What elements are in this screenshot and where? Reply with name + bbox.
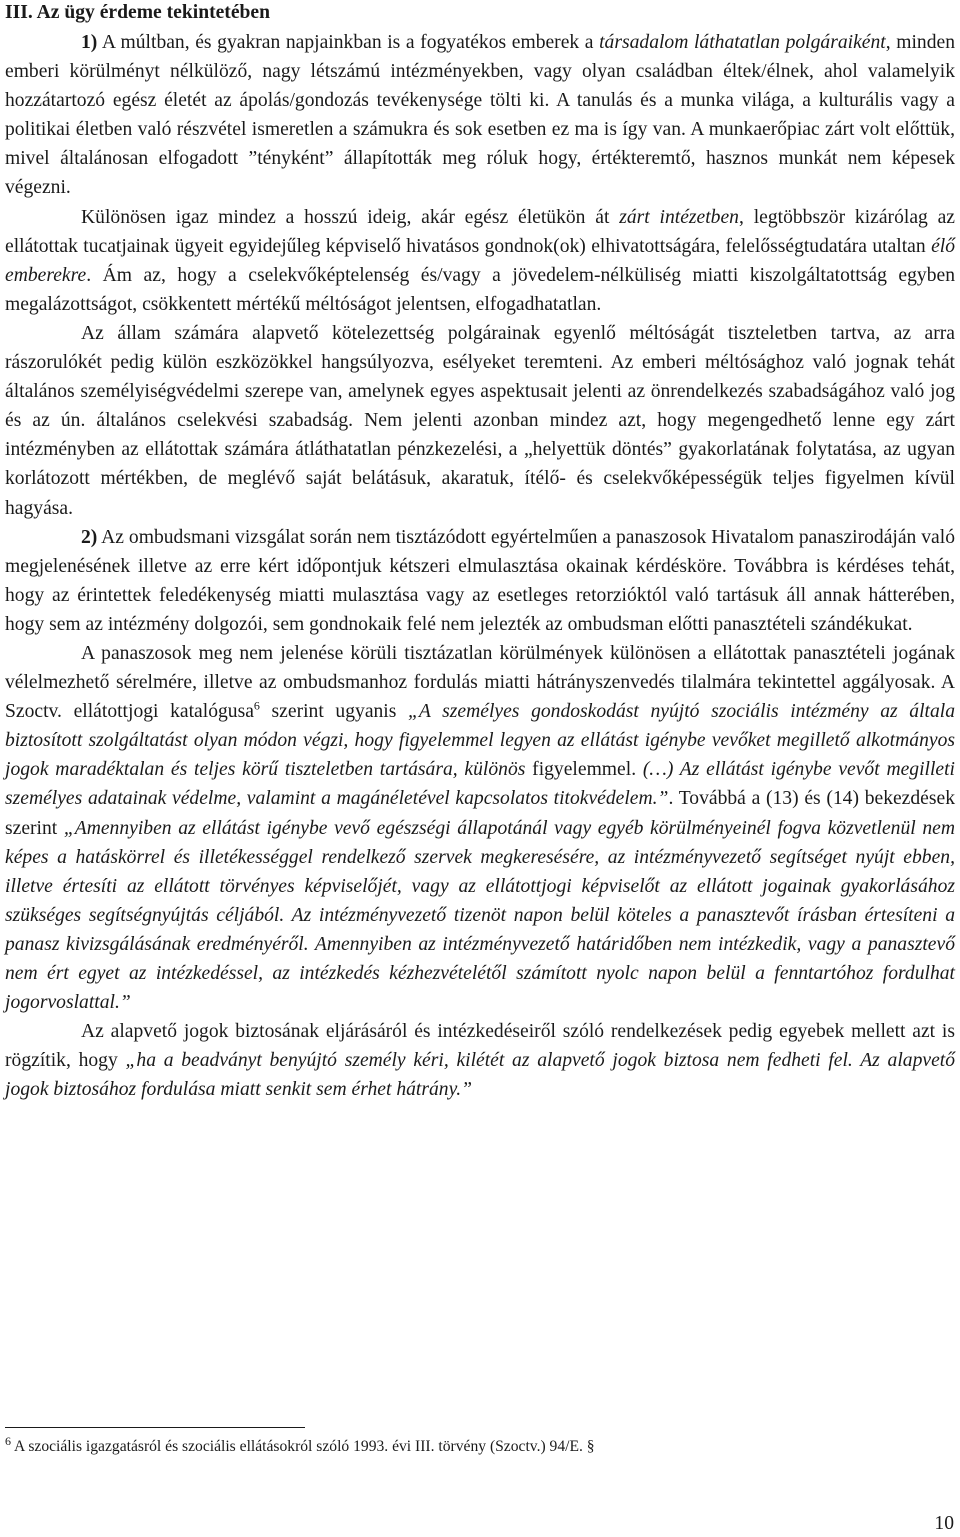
quote-italic-2: (…) Az ellátást igénybe vevőt megilleti személyes adatainak védelme, valamint a magánéletével kapcsolatos titokvédelem.” [5, 759, 955, 810]
paragraph-2-text-2: , legtöbbször kizárólag az ellátottak tucatjainak ügyeit egyidejűleg képviselő hivatásos gondnok(ok) elhivatottságára, felelősségtudatára utaltan [5, 206, 956, 257]
paragraph-6 [5, 1017, 955, 1104]
paragraph-4 [5, 523, 955, 639]
paragraph-3: Az állam számára alapvető kötelezettség polgárainak egyenlő méltóságát tiszteletben tartva, az arra rászorulókét pedig külön eszközökkel hangsúlyozva, esélyeket teremteni. Az emberi méltósághoz való jognak tehát általános személyiségvédelmi szerepe van, amelynek egyes aspektusait jelenti az önrendelkezés szabadságához való jog és az ún. általános cselekvési szabadság. Nem jelenti azonban mindez azt, hogy megengedhető lenne egy zárt intézményben az ellátottak számára átláthatatlan pénzkezelési, a „helyettük döntés” gyakorlatának folytatása, az ugyan korlátozott mértékben, de meglévő saját belátásuk, akaratuk, ítélő- és cselekvőképességük teljes figyelmen kívül hagyása. [5, 322, 955, 519]
footnote-number: 6 [5, 1433, 11, 1448]
paragraph-4-text: Az ombudsmani vizsgálat során nem tisztázódott egyértelműen a panaszosok Hivatalom panaszirodáján való megjelenésének illetve az erre kért időpontjuk kétszeri elmulasztása okainak kérdésköre. Továbbra is kérdéses tehát, hogy az érintettek feledékenység miatti mulasztása vagy az esetleges retorzióktól való tartásuk áll annak hátterében, hogy sem az intézmény dolgozói, sem gondnokaik felé nem jelezték az ombudsman előtti panasztételi szándékukat. [5, 526, 955, 635]
paragraph-5-text: A panaszosok meg nem jelenése körüli tisztázatlan körülmények különösen a ellátottak panasztételi jogának vélelmezhető sérelmére, illetve az ombudsmanhoz fordulás miatti hátrányszenvedés tilalmára tekintettel aggályosak. A Szoctv. ellátottjogi katalógusa [5, 642, 955, 723]
point-number-2: 2) [81, 526, 98, 548]
paragraph-2-italic: zárt intézetben [619, 206, 739, 228]
document-body [5, 0, 955, 1104]
page-number: 10 [934, 1513, 954, 1534]
footnote-separator [5, 1427, 305, 1428]
quote-italic-1: „A személyes gondoskodást nyújtó szociális intézmény az általa biztosított szolgáltatást olyan módon végzi, hogy figyelemmel legyen az ellátást igénybe vevőket megillető alkotmányos jogok maradéktalan és teljes körű tiszteletben tartására, különös [5, 701, 955, 781]
footnote-text: A szociális igazgatásról és szociális ellátásokról szóló 1993. évi III. törvény (Szoctv.) 94/E. § [11, 1438, 595, 1455]
paragraph-5-text-4: . Továbbá a (13) és (14) bekezdések szerint [5, 788, 955, 839]
paragraph-1-text-2: , minden emberi körülményt nélkülöző, nagy létszámú intézményekben, vagy olyan családban éltek/élnek, ahol valamelyik hozzátartozó egész életét az ápolás/gondozás tevékenysége tölti ki. A tanulás és a munka világa, a kulturális vagy a politikai életben való részvétel ismeretlen a számukra és sok esetben ez ma is így van. A munkaerőpiac zárt volt előttük, mivel általánosan elfogadott ”tényként” állapították meg róluk hogy, értékteremtő, hasznos munkát nem képesek végezni. [5, 32, 955, 199]
paragraph-5-text-3: figyelemmel. [525, 759, 643, 781]
paragraph-2 [5, 203, 955, 319]
quote-italic-3: „Amennyiben az ellátást igénybe vevő egészségi állapotánál vagy egyéb körülményeinél fogva közvetlenül nem képes a hatáskörrel és illetékességgel rendelkező szervek megkeresésére, az intézményvezető segítséget nyújt ebben, illetve értesíti az ellátott törvényes képviselőjét, vagy az ellátottjogi képviselőt az ellátott jogainak gyakorlásához szükséges segítségnyújtás céljából. Az intézményvezető tizenöt napon belül köteles a panasztevőt írásban értesíteni a panasz kivizsgálásának eredményéről. Amennyiben az intézményvezető határidőben nem intézkedik, vagy a panasztevő nem ért egyet az intézkedéssel, az intézkedés kézhezvételétől számított nyolc napon belül a fenntartóhoz fordulhat jogorvoslattal.” [5, 817, 955, 1014]
paragraph-5 [5, 639, 955, 1017]
paragraph-1-text: A múltban, és gyakran napjainkban is a fogyatékos emberek a [97, 32, 600, 53]
paragraph-2-text: Különösen igaz mindez a hosszú ideig, akár egész életükön át [81, 206, 620, 228]
paragraph-2-italic-2: élő emberekre [5, 235, 955, 286]
paragraph-1-italic: társadalom láthatatlan polgáraiként [599, 32, 886, 53]
point-number-1: 1) [81, 32, 98, 53]
paragraph-6-text: Az alapvető jogok biztosának eljárásáról és intézkedéseiről szóló rendelkezések pedig egyebek mellett azt is rögzítik, hogy [5, 1021, 955, 1072]
quote-italic-4: „ha a beadványt benyújtó személy kéri, kilétét az alapvető jogok biztosa nem fedheti fel. Az alapvető jogok biztosához fordulása miatt senkit sem érhet hátrány.” [5, 1050, 956, 1101]
section-heading: III. Az ügy érdeme tekintetében [5, 2, 271, 23]
paragraph-2-text-3: . Ám az, hogy a cselekvőképtelenség és/vagy a jövedelem-nélküliség miatti kiszolgáltatottság egyben megalázottságot, csökkentett mértékű méltóságot jelentsen, elfogadhatatlan. [5, 264, 955, 315]
footnote-reference[interactable]: 6 [253, 698, 260, 713]
paragraph-1 [5, 28, 955, 203]
footnote [5, 1433, 955, 1457]
paragraph-5-text-2: szerint ugyanis [259, 701, 409, 723]
